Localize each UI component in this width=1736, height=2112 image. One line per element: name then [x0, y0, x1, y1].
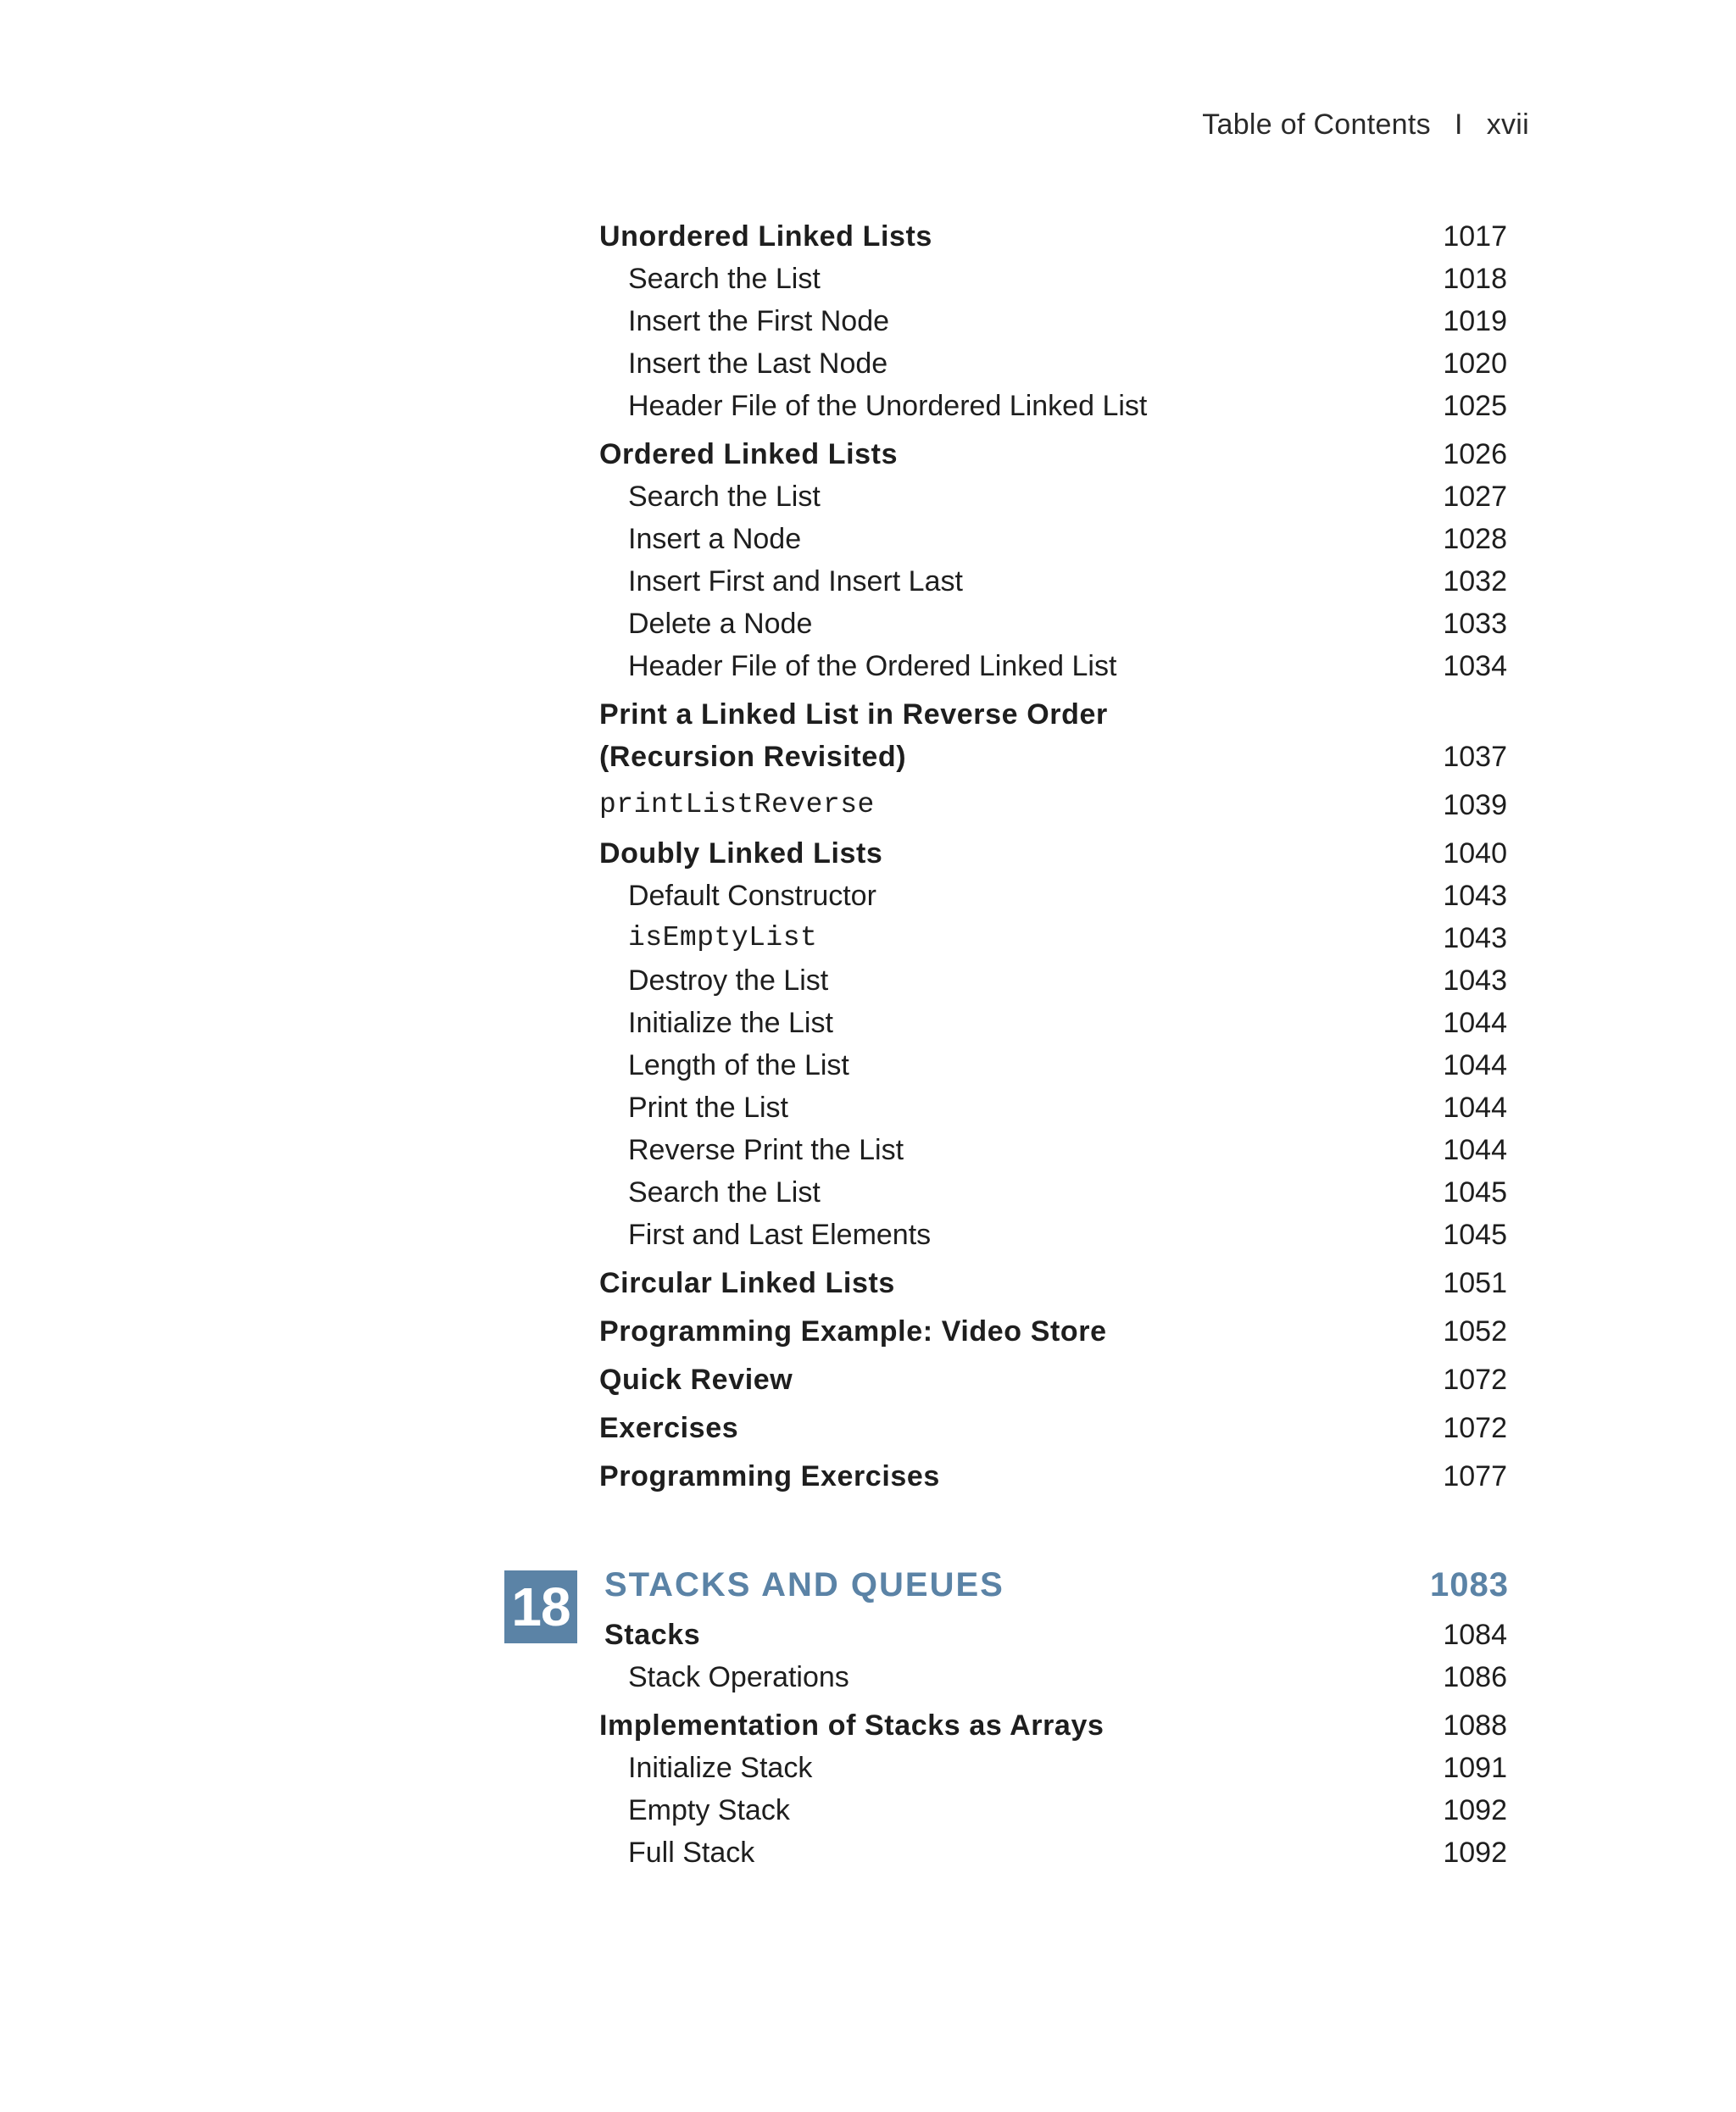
toc-entry-page: 1026 — [1443, 438, 1507, 470]
toc-entry-label: Destroy the List — [628, 964, 829, 997]
toc-entry-page: 1044 — [1443, 1049, 1507, 1081]
toc-entry-label: Reverse Print the List — [628, 1134, 904, 1166]
toc-entry — [0, 1310, 1736, 1353]
toc-entry — [0, 215, 1736, 258]
toc-entry — [0, 1614, 1736, 1656]
toc-entry-label: Circular Linked Lists — [599, 1267, 895, 1299]
toc-entry-label: Search the List — [628, 263, 821, 295]
toc-entry-page: 1086 — [1443, 1661, 1507, 1693]
toc-entry — [0, 1129, 1736, 1171]
toc-entry-label: Header File of the Ordered Linked List — [628, 650, 1117, 682]
toc-entry-page: 1025 — [1443, 390, 1507, 422]
toc-entry-page: 1020 — [1443, 347, 1507, 380]
toc-entry-label: Insert a Node — [628, 523, 802, 555]
toc-entry — [0, 1262, 1736, 1304]
toc-entry — [0, 1214, 1736, 1256]
toc-entry-page: 1084 — [1443, 1619, 1507, 1651]
toc-entry-page: 1040 — [1443, 837, 1507, 870]
toc-entry — [0, 917, 1736, 959]
toc-entry-page: 1043 — [1443, 964, 1507, 997]
toc-entry-page: 1088 — [1443, 1709, 1507, 1742]
toc-entry-page: 1044 — [1443, 1007, 1507, 1039]
toc-entry-label: Stacks — [604, 1619, 701, 1651]
toc-entry-label: Quick Review — [599, 1364, 793, 1396]
toc-entry — [0, 1831, 1736, 1874]
toc-entry-label: Implementation of Stacks as Arrays — [599, 1709, 1104, 1742]
toc-entry-label: Search the List — [628, 1176, 821, 1209]
toc-entry-page: 1043 — [1443, 880, 1507, 912]
toc-entry — [0, 342, 1736, 385]
toc-entry-page: 1072 — [1443, 1364, 1507, 1396]
toc-entry — [0, 603, 1736, 645]
toc-entry-label: Programming Exercises — [599, 1460, 940, 1492]
toc-entry-page: 1028 — [1443, 523, 1507, 555]
toc-entry — [0, 1704, 1736, 1747]
toc-entry — [0, 560, 1736, 603]
toc-entry-label: Default Constructor — [628, 880, 876, 912]
chapter-number-badge: 18 — [504, 1570, 577, 1643]
toc-entry — [0, 1002, 1736, 1044]
toc-entry — [0, 832, 1736, 875]
toc-entry — [0, 1087, 1736, 1129]
toc-entry — [0, 959, 1736, 1002]
toc-entry-label: Programming Example: Video Store — [599, 1315, 1107, 1348]
toc-entry-label: Delete a Node — [628, 608, 813, 640]
toc-entry-page: 1037 — [1443, 741, 1507, 773]
toc-entry-label: Print the List — [628, 1092, 788, 1124]
toc-entry — [0, 385, 1736, 427]
toc-entry — [0, 736, 1736, 778]
toc-entry-page: 1027 — [1443, 481, 1507, 513]
toc-entry-page: 1032 — [1443, 565, 1507, 597]
toc-entry — [0, 875, 1736, 917]
chapter-title: STACKS AND QUEUES — [604, 1566, 1004, 1603]
toc-entry-page: 1043 — [1443, 922, 1507, 954]
toc-entry-label: isEmptyList — [628, 922, 818, 953]
toc-entry-page: 1092 — [1443, 1837, 1507, 1869]
toc-entry-label: (Recursion Revisited) — [599, 741, 907, 773]
chapter-page: 1083 — [1430, 1566, 1509, 1603]
toc-entry-label: Insert the Last Node — [628, 347, 888, 380]
toc-entry-page: 1033 — [1443, 608, 1507, 640]
toc-entry — [0, 518, 1736, 560]
toc-entry-page: 1039 — [1443, 789, 1507, 821]
toc-entry — [0, 645, 1736, 687]
toc-entry-label: Stack Operations — [628, 1661, 849, 1693]
toc-entry-label: Exercises — [599, 1412, 739, 1444]
toc-entry — [0, 1171, 1736, 1214]
toc-entry-page: 1045 — [1443, 1219, 1507, 1251]
toc-entry-label: Full Stack — [628, 1837, 755, 1869]
toc-entry — [0, 1455, 1736, 1498]
toc-entry-label: Header File of the Unordered Linked List — [628, 390, 1148, 422]
toc-entry-page: 1017 — [1443, 220, 1507, 253]
toc-entry — [0, 1789, 1736, 1831]
toc-entry — [0, 784, 1736, 826]
toc-entry-label: Doubly Linked Lists — [599, 837, 883, 870]
toc-entry-label: Empty Stack — [628, 1794, 790, 1826]
toc-entry-label: Initialize Stack — [628, 1752, 813, 1784]
running-head-separator: I — [1454, 108, 1463, 141]
toc-entry — [0, 1044, 1736, 1087]
toc-entry-label: Insert First and Insert Last — [628, 565, 963, 597]
toc-entry-label: printListReverse — [599, 789, 875, 820]
toc-entry — [0, 693, 1736, 736]
toc-entry — [0, 1407, 1736, 1449]
toc-entry-label: Print a Linked List in Reverse Order — [599, 698, 1108, 731]
toc-entry-page: 1051 — [1443, 1267, 1507, 1299]
toc-entry-page: 1077 — [1443, 1460, 1507, 1492]
toc-entry-label: Search the List — [628, 481, 821, 513]
running-head-title: Table of Contents — [1202, 108, 1431, 141]
toc-entry-label: Ordered Linked Lists — [599, 438, 899, 470]
toc-entry — [0, 1656, 1736, 1698]
toc-entry-label: Unordered Linked Lists — [599, 220, 932, 253]
toc-entry-label: Initialize the List — [628, 1007, 833, 1039]
toc-entry — [0, 1747, 1736, 1789]
toc-entry — [0, 433, 1736, 475]
running-head — [1202, 108, 1529, 142]
toc-entry-page: 1091 — [1443, 1752, 1507, 1784]
toc-entry-page: 1045 — [1443, 1176, 1507, 1209]
toc-entry — [0, 300, 1736, 342]
toc-entry-page: 1052 — [1443, 1315, 1507, 1348]
toc-entry-label: Insert the First Node — [628, 305, 890, 337]
toc-entry-label: Length of the List — [628, 1049, 849, 1081]
toc-entry-label: First and Last Elements — [628, 1219, 932, 1251]
toc-entry-page: 1034 — [1443, 650, 1507, 682]
toc-entry-page: 1018 — [1443, 263, 1507, 295]
toc-entry — [0, 258, 1736, 300]
toc-entry-page: 1072 — [1443, 1412, 1507, 1444]
toc-entry — [0, 1359, 1736, 1401]
toc-entry-page: 1019 — [1443, 305, 1507, 337]
toc-entry-page: 1044 — [1443, 1092, 1507, 1124]
toc-entry-page: 1092 — [1443, 1794, 1507, 1826]
toc-entry — [0, 475, 1736, 518]
running-head-page-number: xvii — [1486, 108, 1529, 141]
toc-entry-page: 1044 — [1443, 1134, 1507, 1166]
